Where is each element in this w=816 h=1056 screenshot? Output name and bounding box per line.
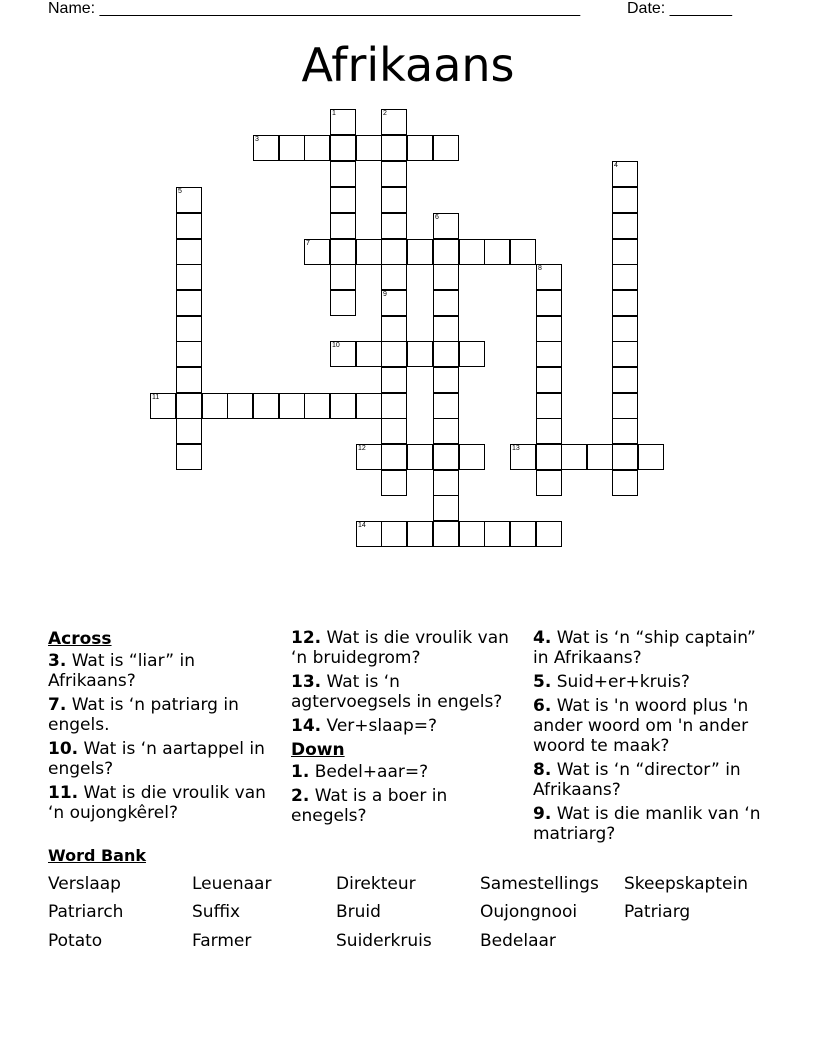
crossword-cell[interactable] (510, 521, 536, 547)
clue-number: 3. (48, 651, 67, 671)
clue-number: 4. (533, 628, 552, 648)
crossword-cell[interactable] (227, 393, 253, 419)
crossword-cell-14[interactable] (356, 521, 382, 547)
cell-number: 7 (306, 240, 310, 247)
crossword-cell[interactable] (612, 290, 638, 316)
cell-number: 11 (152, 394, 160, 401)
crossword-cell[interactable] (536, 418, 562, 444)
crossword-cell[interactable] (459, 341, 485, 367)
clue-down-2 (291, 786, 523, 826)
clue-number: 11. (48, 783, 79, 803)
clue-across-10 (48, 739, 278, 779)
crossword-cell[interactable] (330, 161, 356, 187)
crossword-cell[interactable] (433, 341, 459, 367)
clue-number: 2. (291, 786, 310, 806)
word-bank-item: Bedelaar (480, 931, 556, 951)
crossword-cell-9[interactable] (381, 290, 407, 316)
crossword-cell-12[interactable] (356, 444, 382, 470)
crossword-cell[interactable] (433, 418, 459, 444)
clue-number: 1. (291, 762, 310, 782)
crossword-cell[interactable] (612, 187, 638, 213)
crossword-cell[interactable] (330, 187, 356, 213)
crossword-cell[interactable] (304, 393, 330, 419)
word-bank-item: Potato (48, 931, 103, 951)
clue-across-11 (48, 783, 278, 823)
crossword-cell[interactable] (484, 521, 510, 547)
crossword-cell[interactable] (356, 135, 382, 161)
crossword-cell[interactable] (536, 444, 562, 470)
crossword-cell[interactable] (381, 239, 407, 265)
crossword-cell[interactable] (176, 316, 202, 342)
crossword-cell[interactable] (381, 187, 407, 213)
crossword-cell-3[interactable] (253, 135, 279, 161)
crossword-cell-13[interactable] (510, 444, 536, 470)
cell-number: 2 (383, 110, 387, 117)
date-field-label: Date: _______ (627, 0, 732, 17)
crossword-cell[interactable] (536, 316, 562, 342)
crossword-cell[interactable] (176, 264, 202, 290)
cell-number: 13 (512, 445, 520, 452)
crossword-cell[interactable] (433, 290, 459, 316)
cell-number: 5 (178, 188, 182, 195)
crossword-cell[interactable] (176, 341, 202, 367)
crossword-cell[interactable] (459, 239, 485, 265)
crossword-cell[interactable] (176, 239, 202, 265)
clue-number: 7. (48, 695, 67, 715)
crossword-cell[interactable] (176, 290, 202, 316)
clue-number: 13. (291, 672, 322, 692)
crossword-cell[interactable] (279, 393, 305, 419)
crossword-cell[interactable] (381, 521, 407, 547)
down-heading: Down (291, 740, 345, 760)
crossword-cell[interactable] (536, 341, 562, 367)
clue-down-1 (291, 762, 523, 782)
clue-down-5 (533, 672, 773, 692)
clue-down-4 (533, 628, 773, 668)
crossword-cell[interactable] (433, 495, 459, 521)
word-bank-item: Oujongnooi (480, 902, 578, 922)
crossword-cell[interactable] (176, 213, 202, 239)
crossword-cell-7[interactable] (304, 239, 330, 265)
crossword-cell[interactable] (510, 239, 536, 265)
cell-number: 4 (614, 162, 618, 169)
crossword-cell[interactable] (433, 264, 459, 290)
crossword-cell[interactable] (561, 444, 587, 470)
crossword-cell-5[interactable] (176, 187, 202, 213)
crossword-cell[interactable] (381, 161, 407, 187)
clue-text: Wat is “liar” in Afrikaans? (48, 651, 195, 691)
crossword-cell[interactable] (381, 135, 407, 161)
clue-across-12 (291, 628, 523, 668)
clue-text: Wat is die vroulik van ‘n oujongkêrel? (48, 783, 266, 823)
clue-text: Wat is ‘n agtervoegsels in engels? (291, 672, 503, 712)
word-bank-item: Suiderkruis (336, 931, 432, 951)
clue-number: 6. (533, 696, 552, 716)
clue-across-13 (291, 672, 523, 712)
crossword-cell-2[interactable] (381, 109, 407, 135)
clue-text: Wat is die vroulik van ‘n bruidegrom? (291, 628, 509, 668)
crossword-cell[interactable] (536, 367, 562, 393)
crossword-cell[interactable] (612, 316, 638, 342)
crossword-cell[interactable] (433, 444, 459, 470)
crossword-cell[interactable] (612, 213, 638, 239)
crossword-cell-4[interactable] (612, 161, 638, 187)
crossword-cell[interactable] (381, 393, 407, 419)
crossword-cell[interactable] (356, 341, 382, 367)
clue-text: Wat is ‘n aartappel in engels? (48, 739, 265, 779)
crossword-cell[interactable] (304, 135, 330, 161)
crossword-cell[interactable] (381, 341, 407, 367)
crossword-cell[interactable] (536, 393, 562, 419)
clue-text: Wat is ‘n patriarg in engels. (48, 695, 239, 735)
clue-number: 12. (291, 628, 322, 648)
word-bank-item: Leuenaar (192, 874, 272, 894)
crossword-cell[interactable] (459, 521, 485, 547)
clue-text: Wat is ‘n “ship captain” in Afrikaans? (533, 628, 756, 668)
crossword-cell[interactable] (459, 444, 485, 470)
crossword-cell[interactable] (612, 341, 638, 367)
clue-number: 14. (291, 716, 322, 736)
crossword-cell[interactable] (356, 393, 382, 419)
crossword-cell[interactable] (176, 444, 202, 470)
clue-number: 5. (533, 672, 552, 692)
crossword-cell[interactable] (176, 393, 202, 419)
clue-number: 10. (48, 739, 79, 759)
cell-number: 14 (358, 522, 366, 529)
crossword-cell[interactable] (381, 213, 407, 239)
crossword-cell-1[interactable] (330, 109, 356, 135)
crossword-cell[interactable] (330, 239, 356, 265)
crossword-cell[interactable] (330, 393, 356, 419)
clue-across-14 (291, 716, 523, 736)
crossword-cell[interactable] (433, 521, 459, 547)
clue-number: 9. (533, 804, 552, 824)
word-bank-item: Patriarch (48, 902, 124, 922)
cell-number: 10 (332, 342, 340, 349)
crossword-cell[interactable] (330, 135, 356, 161)
crossword-cell-11[interactable] (150, 393, 176, 419)
word-bank-item: Farmer (192, 931, 252, 951)
crossword-cell[interactable] (407, 239, 433, 265)
crossword-cell[interactable] (612, 444, 638, 470)
cell-number: 1 (332, 110, 336, 117)
clues-column-3 (533, 628, 773, 848)
crossword-cell[interactable] (381, 470, 407, 496)
crossword-cell-6[interactable] (433, 213, 459, 239)
clues-column-1 (48, 628, 278, 827)
clue-across-7 (48, 695, 278, 735)
crossword-cell[interactable] (381, 444, 407, 470)
crossword-cell-10[interactable] (330, 341, 356, 367)
crossword-cell[interactable] (587, 444, 613, 470)
word-bank-item: Suffix (192, 902, 241, 922)
crossword-cell[interactable] (484, 239, 510, 265)
crossword-cell[interactable] (433, 239, 459, 265)
clue-text: Ver+slaap=? (326, 716, 438, 736)
cell-number: 6 (435, 214, 439, 221)
crossword-cell[interactable] (638, 444, 664, 470)
crossword-cell[interactable] (433, 470, 459, 496)
crossword-cell[interactable] (536, 521, 562, 547)
crossword-cell[interactable] (202, 393, 228, 419)
word-bank-item: Patriarg (624, 902, 691, 922)
name-field-label: Name: ______________________________________________________ (48, 0, 581, 17)
clue-text: Wat is ‘n “director” in Afrikaans? (533, 760, 741, 800)
crossword-cell[interactable] (279, 135, 305, 161)
clues-column-2 (291, 628, 523, 830)
crossword-cell[interactable] (612, 264, 638, 290)
crossword-cell[interactable] (407, 341, 433, 367)
crossword-cell[interactable] (330, 290, 356, 316)
word-bank-heading: Word Bank (48, 846, 147, 865)
crossword-cell[interactable] (253, 393, 279, 419)
clue-down-9 (533, 804, 773, 844)
clue-text: Wat is die manlik van ‘n matriarg? (533, 804, 761, 844)
clue-down-8 (533, 760, 773, 800)
crossword-cell[interactable] (536, 470, 562, 496)
clue-text: Wat is 'n woord plus 'n ander woord om 'n ander woord te maak? (533, 696, 749, 756)
word-bank-item: Verslaap (48, 874, 121, 894)
crossword-cell[interactable] (330, 264, 356, 290)
crossword-cell[interactable] (612, 239, 638, 265)
crossword-cell[interactable] (330, 213, 356, 239)
crossword-cell[interactable] (433, 135, 459, 161)
clue-down-6 (533, 696, 773, 756)
page-title: Afrikaans (301, 38, 515, 92)
crossword-cell[interactable] (176, 367, 202, 393)
crossword-cell[interactable] (536, 290, 562, 316)
crossword-cell[interactable] (381, 418, 407, 444)
crossword-cell[interactable] (176, 418, 202, 444)
crossword-cell[interactable] (381, 367, 407, 393)
word-bank-item: Bruid (336, 902, 381, 922)
crossword-cell[interactable] (612, 367, 638, 393)
crossword-cell[interactable] (407, 521, 433, 547)
crossword-cell[interactable] (612, 470, 638, 496)
cell-number: 12 (358, 445, 366, 452)
crossword-cell[interactable] (433, 316, 459, 342)
crossword-cell[interactable] (381, 316, 407, 342)
word-bank-item: Direkteur (336, 874, 416, 894)
word-bank-item: Samestellings (480, 874, 599, 894)
clue-text: Bedel+aar=? (314, 762, 429, 782)
clue-text: Suid+er+kruis? (556, 672, 690, 692)
crossword-cell[interactable] (433, 393, 459, 419)
crossword-cell[interactable] (407, 444, 433, 470)
crossword-cell[interactable] (381, 264, 407, 290)
cell-number: 8 (538, 265, 542, 272)
crossword-cell[interactable] (356, 239, 382, 265)
crossword-cell[interactable] (407, 135, 433, 161)
crossword-cell[interactable] (612, 418, 638, 444)
crossword-cell[interactable] (612, 393, 638, 419)
crossword-cell[interactable] (433, 367, 459, 393)
across-heading: Across (48, 629, 112, 649)
clue-number: 8. (533, 760, 552, 780)
clue-across-3 (48, 651, 278, 691)
crossword-cell-8[interactable] (536, 264, 562, 290)
cell-number: 9 (383, 291, 387, 298)
clue-text: Wat is a boer in enegels? (291, 786, 448, 826)
cell-number: 3 (255, 136, 259, 143)
word-bank-item: Skeepskaptein (624, 874, 748, 894)
